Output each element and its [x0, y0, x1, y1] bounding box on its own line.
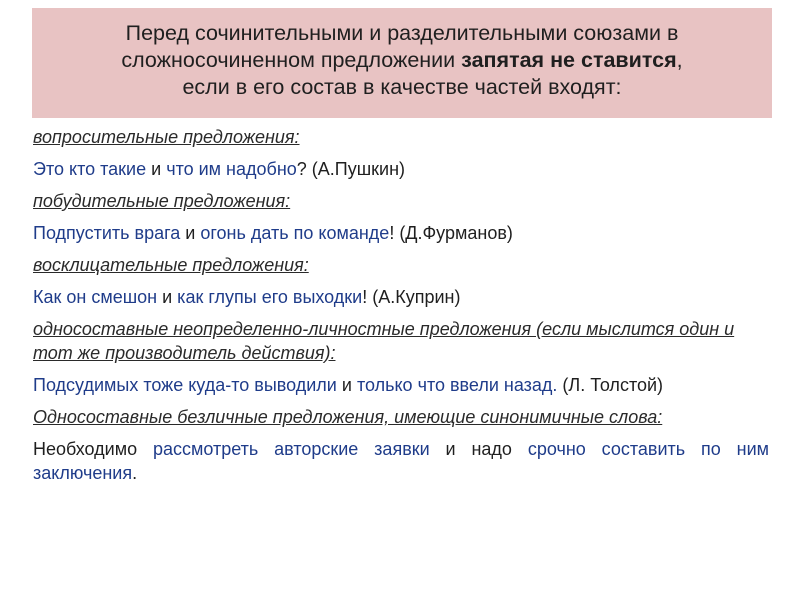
example-segment: Подпустить врага [33, 223, 181, 243]
header-line-3: если в его состав в качестве частей входят: [182, 75, 622, 99]
example-segment: ? (А.Пушкин) [296, 159, 406, 179]
example-segment: Необходимо [33, 439, 153, 459]
example-segment: что им надобно [166, 159, 297, 179]
item-heading-2: побудительные предложения: [33, 191, 291, 211]
example-segment: и [180, 223, 201, 243]
header-line-2-bold: запятая не ставится [461, 48, 677, 72]
example-segment: и [157, 287, 178, 307]
example-segment: Как он смешон [33, 287, 158, 307]
example-segment: . [132, 463, 138, 483]
example-segment: Подсудимых тоже куда-то выводили [33, 375, 337, 395]
header-line-2 [42, 47, 762, 74]
header-line-2-post: , [676, 48, 683, 72]
example-segment: (Л. Толстой) [557, 375, 664, 395]
item-example-1 [33, 157, 769, 181]
content [33, 125, 769, 485]
item-heading-1: вопросительные предложения: [33, 127, 300, 147]
example-segment: ! (Д.Фурманов) [389, 223, 513, 243]
header-line-2-pre: сложносочиненном предложении [121, 48, 462, 72]
example-segment: как глупы его выходки [177, 287, 363, 307]
item-heading-4: односоставные неопределенно-личностные предложения (если мыслится один и тот же производитель действия): [33, 319, 735, 363]
header-line-1: Перед сочинительными и разделительными союзами в [125, 21, 679, 45]
example-segment: огонь дать по команде [200, 223, 390, 243]
item-example-2 [33, 221, 769, 245]
example-segment: ! (А.Куприн) [362, 287, 461, 307]
example-segment: только что ввели назад. [356, 375, 558, 395]
header-box [32, 8, 772, 118]
example-segment: и надо [429, 439, 528, 459]
example-segment: Это кто такие [33, 159, 147, 179]
item-example-3 [33, 285, 769, 309]
item-example-4 [33, 373, 769, 397]
item-example-5 [33, 437, 769, 485]
example-segment: срочно составить по ним заключения [33, 439, 769, 483]
example-segment: и [146, 159, 167, 179]
example-segment: и [336, 375, 357, 395]
item-heading-5: Односоставные безличные предложения, имеющие синонимичные слова: [33, 407, 663, 427]
item-heading-3: восклицательные предложения: [33, 255, 309, 275]
example-segment: рассмотреть авторские заявки [152, 439, 430, 459]
